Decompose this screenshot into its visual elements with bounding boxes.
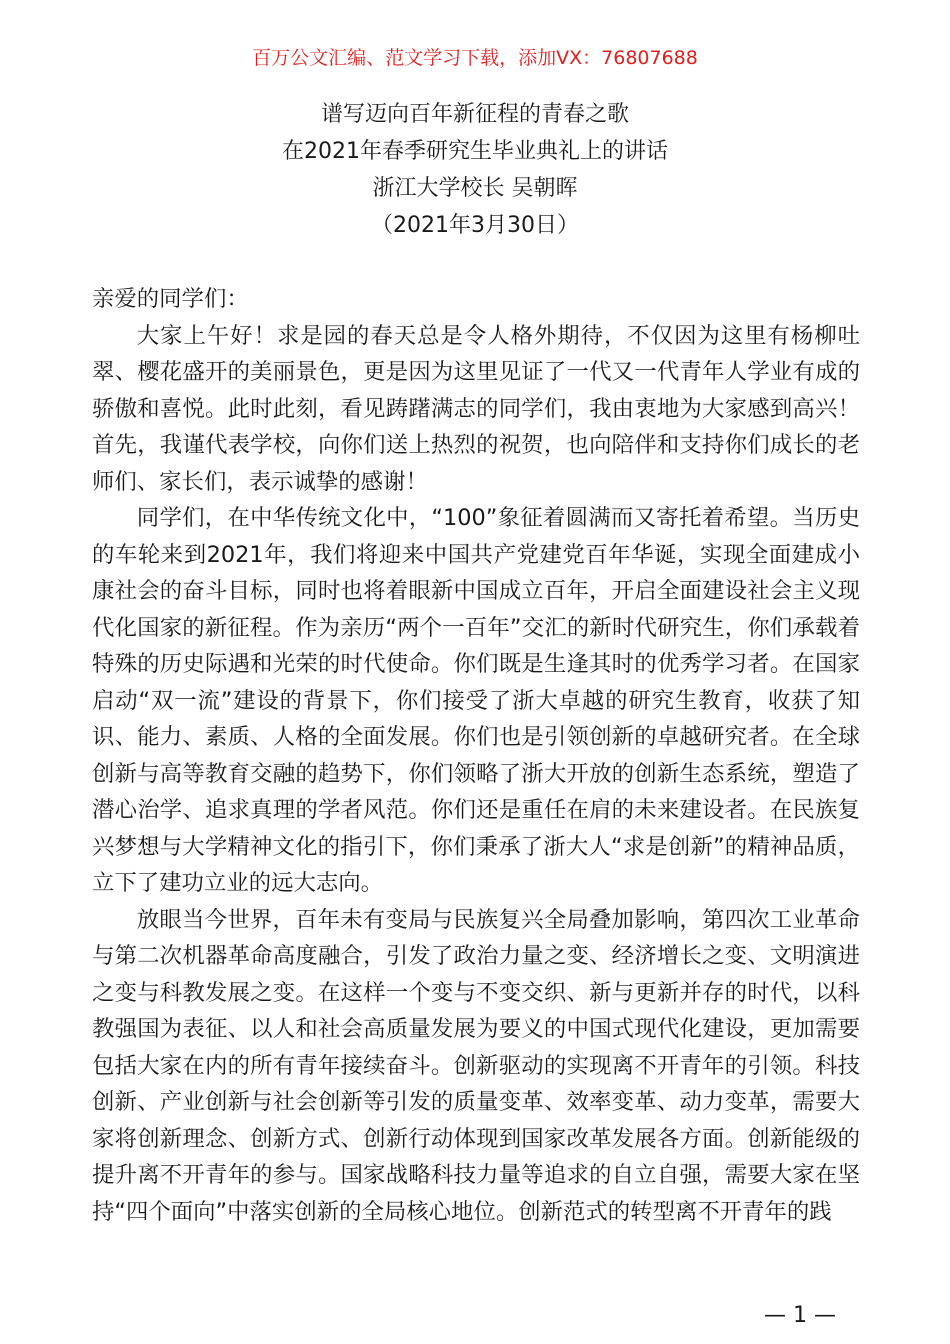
speaker-line: 浙江大学校长 吴朝晖 [372, 176, 578, 201]
speech-header [0, 96, 950, 244]
paragraph-3: 放眼当今世界，百年未有变局与民族复兴全局叠加影响，第四次工业革命与第二次机器革命高度融合，引发了政治力量之变、经济增长之变、文明演进之变与科教发展之变。在这样一个变与不变交织、新与更新并存的时代，以科教强国为表征、以人和社会高质量发展为要义的中国式现代化建设，更加需要包括大家在内的所有青年接续奋斗。创新驱动的实现离不开青年的引领。科技创新、产业创新与社会创新等引发的质量变革、效率变革、动力变革，需要大家将创新理念、创新方式、创新行动体现到国家改革发展各方面。创新能级的提升离不开青年的参与。国家战略科技力量等追求的自立自强，需要大家在坚持“四个面向”中落实创新的全局核心地位。创新范式的转型离不开青年的践 [92, 906, 860, 1225]
salutation: 亲爱的同学们： [92, 286, 249, 312]
speech-title: 谱写迈向百年新征程的青春之歌 [320, 102, 629, 127]
speech-body [92, 281, 860, 1230]
speech-date: （2021年3月30日） [371, 213, 579, 238]
page-number: — 1 — [764, 1303, 836, 1328]
download-promo-banner: 百万公文汇编、范文学习下载，添加VX：76807688 [252, 47, 698, 69]
paragraph-2: 同学们，在中华传统文化中，“100”象征着圆满而又寄托着希望。当历史的车轮来到2021年，我们将迎来中国共产党建党百年华诞，实现全面建成小康社会的奋斗目标，同时也将着眼新中国成立百年，开启全面建设社会主义现代化国家的新征程。作为亲历“两个一百年”交汇的新时代研究生，你们承载着特殊的历史际遇和光荣的时代使命。你们既是生逢其时的优秀学习者。在国家启动“双一流”建设的背景下，你们接受了浙大卓越的研究生教育，收获了知识、能力、素质、人格的全面发展。你们也是引领创新的卓越研究者。在全球创新与高等教育交融的趋势下，你们领略了浙大开放的创新生态系统，塑造了潜心治学、追求真理的学者风范。你们还是重任在肩的未来建设者。在民族复兴梦想与大学精神文化的指引下，你们秉承了浙大人“求是创新”的精神品质，立下了建功立业的远大志向。 [92, 505, 860, 896]
speech-subtitle: 在2021年春季研究生毕业典礼上的讲话 [282, 139, 668, 164]
paragraph-1: 大家上午好！求是园的春天总是令人格外期待，不仅因为这里有杨柳吐翠、樱花盛开的美丽景色，更是因为这里见证了一代又一代青年人学业有成的骄傲和喜悦。此时此刻，看见踌躇满志的同学们，我由衷地为大家感到高兴！首先，我谨代表学校，向你们送上热烈的祝贺，也向陪伴和支持你们成长的老师们、家长们，表示诚挚的感谢！ [92, 322, 860, 495]
